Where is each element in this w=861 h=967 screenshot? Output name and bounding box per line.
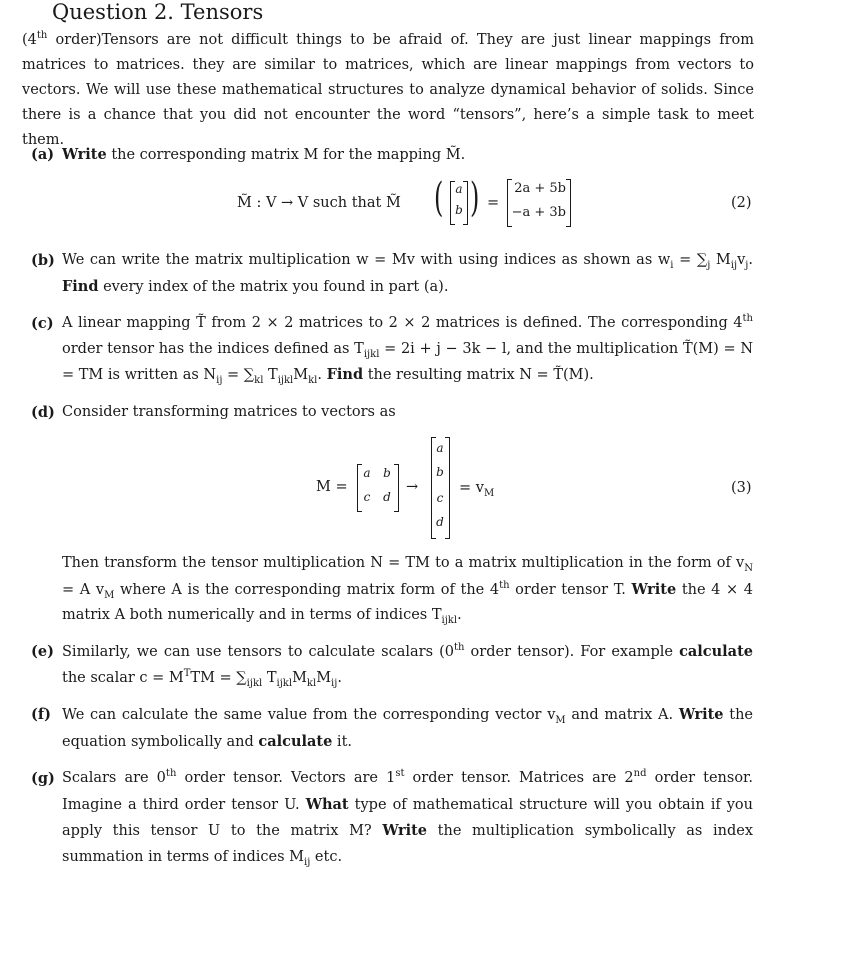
part-a: (a) Write the corresponding matrix M for the mapping M̃. xyxy=(31,142,753,169)
part-b-label: (b) xyxy=(31,252,55,269)
part-b: (b) We can write the matrix multiplication w = Mv with using indices as shown as $w_i = \sum_j$ $M_{ij}v_j$. Find every index of the matrix you found in part (a). xyxy=(31,248,753,300)
eq2-res-bracket-right xyxy=(566,179,571,227)
part-f-label: (f) xyxy=(31,706,51,723)
part-a-label: (a) xyxy=(31,146,55,163)
eq3-vec-c: c xyxy=(436,491,444,505)
eq3-mat-d: d xyxy=(383,490,391,504)
eq3-number: (3) xyxy=(731,480,752,496)
part-g: (g) Scalars are 0th order tensor. Vectors are 1st order tensor. Matrices are 2nd order tensor. Imagine a third order tensor U. What type of mathematical structure will you obtain if you apply this tensor U to the matrix M? Write the multiplication symbolically as index summation in terms of indices $M_{ij}$ etc. xyxy=(31,766,753,870)
eq3-vec-b: b xyxy=(436,465,444,479)
part-e: (e) Similarly, we can use tensors to calculate scalars (0th order tensor). For example calculate the scalar $c = M^TTM = \sum_{ijkl}$ $T_{ijkl}M_{kl}M_{ij}$. xyxy=(31,639,753,691)
part-c: (c) A linear mapping T̃ from 2 × 2 matrices to 2 × 2 matrices is defined. The corresponding 4th order tensor has the indices defined as $T_{ijkl} = 2i + j - 3k - l$, and the multiplication T̃(M) = N = TM is written as $N_{ij} = \sum_{kl}$ $T_{ijkl}M_{kl}$. Find the resulting matrix N = T̃(M). xyxy=(31,311,753,389)
eq2-vec-b: b xyxy=(455,203,463,217)
eq3-vec-bracket-right xyxy=(445,437,450,539)
eq2-vec-a: a xyxy=(455,182,463,196)
eq3-vM: = $v_M$ xyxy=(459,480,495,499)
part-e-label: (e) xyxy=(31,643,54,660)
part-g-label: (g) xyxy=(31,770,55,787)
eq3-M-equals: M = xyxy=(316,479,348,495)
part-d: (d) Consider transforming matrices to vectors as xyxy=(31,400,753,426)
part-d-label: (d) xyxy=(31,404,55,421)
eq2-vec-bracket-right xyxy=(463,181,468,225)
intro-paragraph: (4th order)Tensors are not difficult things to be afraid of. They are just linear mappings from matrices to matrices. they are similar to matrices, which are linear mappings from vectors to vectors. We will use these mathematical structures to analyze dynamical behavior of solids. Since there is a chance that you did not encounter the word “tensors”, here’s a simple task to meet them. xyxy=(22,30,754,148)
eq3-vec-a: a xyxy=(436,441,444,455)
eq3-mat-a: a xyxy=(363,466,371,480)
eq3-mat-bracket-right xyxy=(394,464,399,512)
eq3-mat-c: c xyxy=(363,490,371,504)
part-c-label: (c) xyxy=(31,315,54,332)
part-d-continued: Then transform the tensor multiplication N = TM to a matrix multiplication in the form of $v_N = A$ $v_M$ where A is the corresponding matrix form of the 4th order tensor T. Write the 4 × 4 matrix A both numerically and in terms of indices $T_{ijkl}$. xyxy=(62,555,754,626)
eq2-paren-right: ) xyxy=(470,175,480,221)
eq2-number: (2) xyxy=(731,195,752,211)
eq2-paren-left: ( xyxy=(434,175,444,221)
question-title: Question 2. Tensors xyxy=(52,0,264,24)
eq2-left: M̃ : V → V such that M̃ xyxy=(237,195,401,211)
eq3-arrow: → xyxy=(406,479,419,495)
eq2-res-top: 2a + 5b xyxy=(514,181,566,196)
eq2-res-bottom: −a + 3b xyxy=(511,205,566,220)
part-f: (f) We can calculate the same value from the corresponding vector $v_M$ and matrix A. Write the equation symbolically and calculate it. xyxy=(31,702,753,755)
eq2-equals: = xyxy=(487,195,500,211)
eq3-vec-d: d xyxy=(436,515,444,529)
eq3-mat-b: b xyxy=(383,466,391,480)
